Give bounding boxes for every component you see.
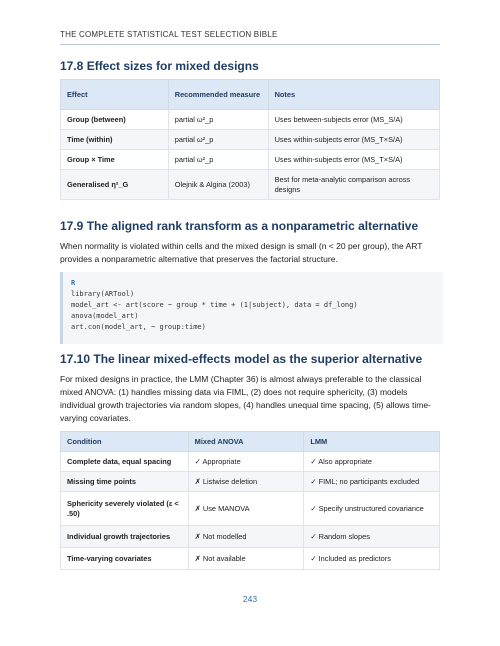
- table-cell: Time (within): [61, 130, 169, 150]
- column-header: Mixed ANOVA: [188, 432, 304, 452]
- table-cell: Uses within-subjects error (MS_T×S/A): [268, 150, 439, 170]
- table-row: [61, 548, 440, 570]
- table-cell: partial ω²_p: [168, 110, 268, 130]
- table-cell: Generalised η²_G: [61, 170, 169, 200]
- table-row: [61, 110, 440, 130]
- effect-sizes-table: [60, 79, 440, 200]
- table-cell: Individual growth trajectories: [61, 526, 189, 548]
- section-17-10-heading: 17.10 The linear mixed-effects model as the superior alternative: [60, 352, 423, 366]
- comparison-table: [60, 431, 440, 570]
- section-17-8-heading: 17.8 Effect sizes for mixed designs: [60, 59, 259, 73]
- column-header: Effect: [61, 80, 169, 110]
- code-block: [60, 272, 443, 344]
- column-header: Notes: [268, 80, 439, 110]
- section-17-9-body: When normality is violated within cells and the mixed design is small (n < 20 per group), the ART provides a nonparametric alternative that preserves the factorial structure.: [60, 241, 423, 264]
- table-row: [61, 170, 440, 200]
- table-cell: ✓ Also appropriate: [304, 452, 440, 472]
- table-row: [61, 526, 440, 548]
- table-cell: Time-varying covariates: [61, 548, 189, 570]
- column-header: LMM: [304, 432, 440, 452]
- code-line: anova(model_art): [71, 312, 139, 320]
- table-cell: Best for meta-analytic comparison across designs: [268, 170, 439, 200]
- page-number: 243: [242, 594, 258, 604]
- code-line: art.con(model_art, ~ group:time): [71, 323, 206, 331]
- table-cell: Group × Time: [61, 150, 169, 170]
- table-row: [61, 452, 440, 472]
- running-header: THE COMPLETE STATISTICAL TEST SELECTION BIBLE: [60, 30, 440, 45]
- table-cell: ✗ Use MANOVA: [188, 492, 304, 526]
- code-line: model_art <- art(score ~ group * time + (1|subject), data = df_long): [71, 301, 358, 309]
- column-header: Condition: [61, 432, 189, 452]
- table-row: [61, 150, 440, 170]
- table-header-row: [61, 432, 440, 452]
- table-cell: ✓ Appropriate: [188, 452, 304, 472]
- table-cell: partial ω²_p: [168, 150, 268, 170]
- table-cell: Uses between-subjects error (MS_S/A): [268, 110, 439, 130]
- code-language-label: R: [71, 279, 76, 287]
- table-cell: ✗ Not available: [188, 548, 304, 570]
- table-cell: Complete data, equal spacing: [61, 452, 189, 472]
- table-row: [61, 492, 440, 526]
- table-row: [61, 130, 440, 150]
- table-cell: ✗ Not modelled: [188, 526, 304, 548]
- table-cell: ✓ Random slopes: [304, 526, 440, 548]
- code-line: library(ARTool): [71, 290, 135, 298]
- table-header-row: [61, 80, 440, 110]
- table-cell: ✗ Listwise deletion: [188, 472, 304, 492]
- table-cell: ✓ Included as predictors: [304, 548, 440, 570]
- table-cell: ✓ Specify unstructured covariance: [304, 492, 440, 526]
- table-cell: Uses within-subjects error (MS_T×S/A): [268, 130, 439, 150]
- table-row: [61, 472, 440, 492]
- section-17-10-body: For mixed designs in practice, the LMM (Chapter 36) is almost always preferable to the classical mixed ANOVA: (1) handles missing data via FIML, (2) does not require sphericity, (3) models individual growth trajectories via random slopes, (4) handles unequal time spacing, (5) allows time-varying covariates.: [60, 374, 431, 423]
- table-cell: Missing time points: [61, 472, 189, 492]
- table-cell: Sphericity severely violated (ε < .50): [61, 492, 189, 526]
- column-header: Recommended measure: [168, 80, 268, 110]
- table-cell: Olejnik & Algina (2003): [168, 170, 268, 200]
- table-cell: ✓ FIML; no participants excluded: [304, 472, 440, 492]
- table-cell: Group (between): [61, 110, 169, 130]
- section-17-9-heading: 17.9 The aligned rank transform as a nonparametric alternative: [60, 219, 419, 233]
- table-cell: partial ω²_p: [168, 130, 268, 150]
